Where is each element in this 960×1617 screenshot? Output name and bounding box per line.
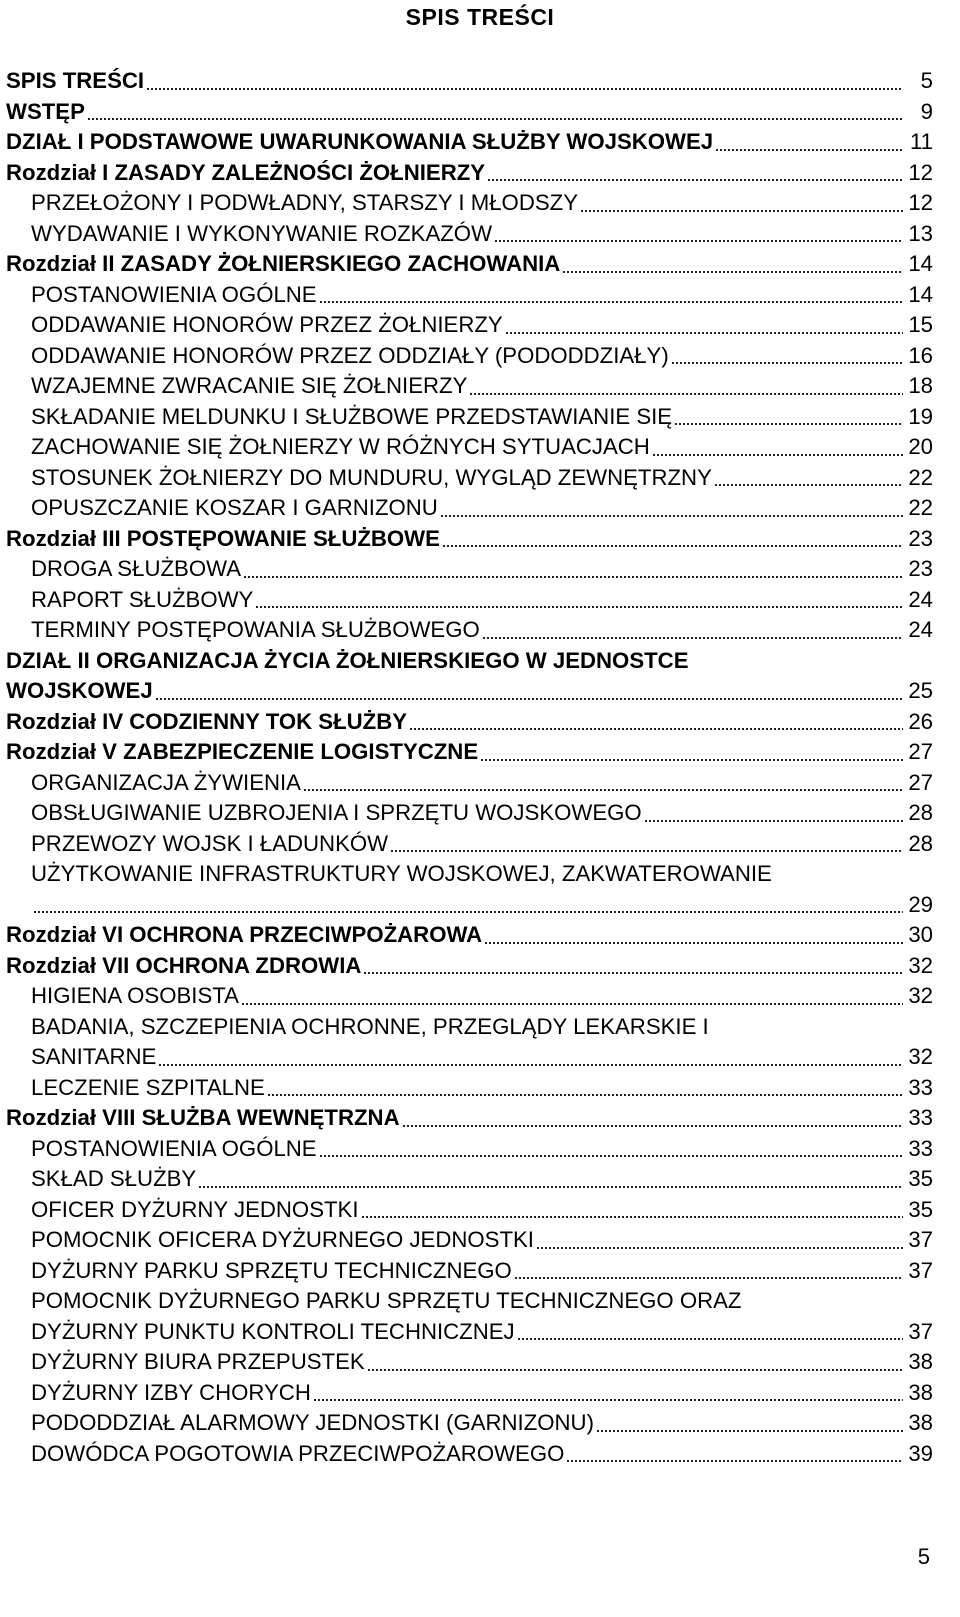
dot-leader (363, 972, 903, 974)
toc-entry[interactable] (6, 1408, 933, 1439)
toc-entry[interactable] (6, 188, 933, 219)
toc-entry-label: Rozdział I ZASADY ZALEŻNOŚCI ŻOŁNIERZY (6, 159, 486, 185)
toc-entry-label: SPIS TREŚCI (6, 68, 145, 93)
dot-leader (536, 1247, 903, 1249)
toc-entry-page: 32 (908, 952, 933, 978)
toc-entry[interactable] (6, 1042, 933, 1073)
toc-entry-page: 11 (909, 129, 933, 154)
toc-entry-label: TERMINY POSTĘPOWANIA SŁUŻBOWEGO (31, 617, 480, 642)
toc-entry-page: 24 (908, 617, 933, 642)
toc-entry-label: LECZENIE SZPITALNE (31, 1074, 265, 1100)
toc-entry-page: 30 (908, 922, 933, 947)
toc-entry-label: Rozdział V ZABEZPIECZENIE LOGISTYCZNE (6, 739, 479, 764)
toc-entry-label: RAPORT SŁUŻBOWY (31, 586, 254, 612)
toc-entry-label: POMOCNIK OFICERA DYŻURNEGO JEDNOSTKI (31, 1227, 534, 1252)
toc-entry-page: 12 (908, 190, 933, 215)
toc-entry[interactable] (6, 524, 933, 555)
toc-entry[interactable] (6, 1195, 933, 1226)
toc-entry-page: 38 (908, 1349, 933, 1374)
toc-entry[interactable] (6, 920, 933, 951)
toc-entry[interactable] (6, 280, 933, 311)
dot-leader (482, 637, 903, 639)
toc-entry-page: 24 (908, 586, 933, 612)
toc-entry[interactable] (6, 1439, 933, 1470)
toc-entry-label: WSTĘP (6, 98, 85, 124)
toc-entry[interactable] (6, 615, 933, 646)
toc-entry[interactable] (6, 493, 933, 524)
toc-entry-page: 27 (908, 739, 933, 764)
toc-entry-label: OPUSZCZANIE KOSZAR I GARNIZONU (31, 495, 438, 520)
toc-entry[interactable] (6, 463, 933, 494)
toc-entry-page: 23 (908, 556, 933, 581)
dot-leader (562, 271, 903, 273)
toc-entry[interactable] (6, 798, 933, 829)
toc-entry-label: SANITARNE (31, 1044, 157, 1069)
dot-leader (409, 728, 903, 730)
toc-entry[interactable] (6, 1317, 933, 1348)
toc-entry-page: 22 (908, 464, 933, 490)
dot-leader (480, 759, 903, 761)
toc-entry-page: 33 (908, 1105, 933, 1130)
toc-entry-page: 14 (908, 281, 933, 307)
toc-entry[interactable] (6, 737, 933, 768)
toc-entry[interactable] (6, 1164, 933, 1195)
dot-leader (313, 1399, 903, 1401)
dot-leader (303, 789, 903, 791)
dot-leader (517, 1338, 903, 1340)
toc-entry-page: 29 (908, 891, 933, 917)
toc-entry-label: OBSŁUGIWANIE UZBROJENIA I SPRZĘTU WOJSKOWEGO (31, 800, 642, 825)
toc-entry[interactable] (6, 1103, 933, 1134)
toc-entry-label[interactable]: DZIAŁ II ORGANIZACJA ŻYCIA ŻOŁNIERSKIEGO W JEDNOSTCE (6, 647, 689, 673)
toc-entry[interactable] (6, 676, 933, 707)
dot-leader (487, 179, 903, 181)
toc-entry-label: Rozdział III POSTĘPOWANIE SŁUŻBOWE (6, 525, 440, 551)
toc-entry-page: 14 (908, 251, 933, 276)
toc-entry-page: 16 (908, 342, 933, 368)
toc-entry-page: 38 (908, 1379, 933, 1405)
page-title: SPIS TREŚCI (405, 4, 555, 30)
dot-leader (319, 1155, 903, 1157)
toc-entry-label: ODDAWANIE HONORÓW PRZEZ ŻOŁNIERZY (31, 312, 503, 337)
toc-entry-label: DYŻURNY PUNKTU KONTROLI TECHNICZNEJ (31, 1318, 515, 1344)
toc-entry-page: 38 (908, 1410, 933, 1435)
toc-entry-label: OFICER DYŻURNY JEDNOSTKI (31, 1196, 359, 1222)
toc-entry-page: 33 (908, 1074, 933, 1100)
dot-leader (319, 301, 903, 303)
toc-entry[interactable] (6, 158, 933, 189)
dot-leader (469, 393, 903, 395)
dot-leader (714, 484, 903, 486)
dot-leader (715, 149, 903, 151)
toc-entry[interactable] (6, 951, 933, 982)
toc-entry[interactable] (6, 402, 933, 433)
dot-leader (402, 1125, 903, 1127)
toc-entry-page: 37 (908, 1257, 933, 1283)
toc-entry[interactable] (6, 707, 933, 738)
dot-leader (674, 423, 903, 425)
toc-entry[interactable] (6, 829, 933, 860)
toc-entry[interactable] (6, 890, 933, 921)
toc-entry[interactable] (6, 310, 933, 341)
toc-entry-page: 39 (908, 1440, 933, 1466)
toc-entry-label: WZAJEMNE ZWRACANIE SIĘ ŻOŁNIERZY (31, 373, 468, 398)
dot-leader (241, 1003, 903, 1005)
toc-entry-page: 37 (908, 1227, 933, 1252)
toc-entry-page: 35 (908, 1196, 933, 1222)
toc-entry-label[interactable]: BADANIA, SZCZEPIENIA OCHRONNE, PRZEGLĄDY LEKARSKIE I (31, 1013, 709, 1039)
toc-entry-label: Rozdział VIII SŁUŻBA WEWNĘTRZNA (6, 1105, 400, 1130)
toc-entry-label: DOWÓDCA POGOTOWIA PRZECIWPOŻAROWEGO (31, 1440, 565, 1466)
dot-leader (514, 1277, 903, 1279)
page-number: 5 (917, 1544, 930, 1569)
toc-entry[interactable] (6, 585, 933, 616)
dot-leader (146, 88, 903, 90)
toc-entry[interactable] (6, 768, 933, 799)
toc-entry-label: HIGIENA OSOBISTA (31, 983, 239, 1008)
dot-leader (267, 1094, 903, 1096)
toc-entry-label: Rozdział IV CODZIENNY TOK SŁUŻBY (6, 708, 408, 734)
toc-entry-label: WYDAWANIE I WYKONYWANIE ROZKAZÓW (31, 220, 493, 246)
dot-leader (440, 515, 903, 517)
dot-leader (155, 698, 903, 700)
toc-entry[interactable] (6, 1347, 933, 1378)
toc-entry-page: 28 (908, 800, 933, 825)
toc-entry-label: Rozdział VI OCHRONA PRZECIWPOŻAROWA (6, 922, 483, 947)
dot-leader (484, 942, 903, 944)
dot-leader (158, 1064, 903, 1066)
toc-entry-page: 22 (908, 495, 933, 520)
toc-entry-label: SKŁADANIE MELDUNKU I SŁUŻBOWE PRZEDSTAWIANIE SIĘ (31, 403, 673, 429)
toc-entry-page: 25 (908, 678, 933, 703)
table-of-contents (6, 66, 933, 1469)
toc-entry-page: 32 (908, 983, 933, 1008)
toc-entry-page: 19 (908, 403, 933, 429)
toc-entry-page: 27 (908, 769, 933, 795)
toc-entry-label: DROGA SŁUŻBOWA (31, 556, 241, 581)
toc-entry[interactable] (6, 1256, 933, 1287)
toc-entry[interactable] (6, 249, 933, 280)
dot-leader (505, 332, 903, 334)
toc-entry-label: DYŻURNY PARKU SPRZĘTU TECHNICZNEGO (31, 1257, 512, 1283)
toc-entry[interactable] (6, 981, 933, 1012)
toc-entry-page: 28 (908, 830, 933, 856)
toc-entry-label: WOJSKOWEJ (6, 678, 153, 703)
toc-entry-label: PODODDZIAŁ ALARMOWY JEDNOSTKI (GARNIZONU) (31, 1410, 594, 1435)
toc-entry-page: 37 (908, 1318, 933, 1344)
toc-entry-page: 20 (908, 434, 933, 459)
toc-entry-page: 9 (920, 98, 933, 124)
toc-entry-label: DYŻURNY IZBY CHORYCH (31, 1379, 311, 1405)
toc-entry[interactable] (6, 1134, 933, 1165)
toc-entry[interactable] (6, 1378, 933, 1409)
toc-entry[interactable] (6, 432, 933, 463)
toc-entry[interactable] (6, 371, 933, 402)
dot-leader (367, 1369, 903, 1371)
toc-entry-label: PRZEŁOŻONY I PODWŁADNY, STARSZY I MŁODSZY (31, 190, 578, 215)
toc-entry-label: ODDAWANIE HONORÓW PRZEZ ODDZIAŁY (PODODDZIAŁY) (31, 342, 669, 368)
toc-entry-page: 12 (908, 159, 933, 185)
dot-leader (198, 1186, 903, 1188)
toc-entry-page: 32 (908, 1044, 933, 1069)
dot-leader (596, 1430, 903, 1432)
toc-entry-page: 5 (920, 68, 933, 93)
toc-entry[interactable] (6, 341, 933, 372)
toc-entry-label: ORGANIZACJA ŻYWIENIA (31, 769, 301, 795)
toc-entry[interactable] (6, 219, 933, 250)
toc-entry-label: Rozdział II ZASADY ŻOŁNIERSKIEGO ZACHOWANIA (6, 251, 561, 276)
dot-leader (566, 1460, 903, 1462)
toc-entry-label: POSTANOWIENIA OGÓLNE (31, 281, 317, 307)
toc-entry-page: 18 (908, 373, 933, 398)
toc-entry-label: DYŻURNY BIURA PRZEPUSTEK (31, 1349, 365, 1374)
toc-entry-page: 13 (908, 220, 933, 246)
toc-entry-label: SKŁAD SŁUŻBY (31, 1166, 197, 1191)
toc-entry[interactable] (6, 127, 933, 158)
toc-entry[interactable] (6, 66, 933, 97)
dot-leader (361, 1216, 903, 1218)
toc-entry-page: 33 (908, 1135, 933, 1161)
toc-entry-page: 23 (908, 525, 933, 551)
dot-leader (390, 850, 903, 852)
dot-leader (580, 210, 903, 212)
toc-entry-label: ZACHOWANIE SIĘ ŻOŁNIERZY W RÓŻNYCH SYTUACJACH (31, 434, 650, 459)
toc-entry-label: PRZEWOZY WOJSK I ŁADUNKÓW (31, 830, 389, 856)
dot-leader (243, 576, 903, 578)
toc-entry-page: 35 (908, 1166, 933, 1191)
toc-entry-page: 15 (908, 312, 933, 337)
toc-entry[interactable] (6, 97, 933, 128)
toc-entry-label: POSTANOWIENIA OGÓLNE (31, 1135, 317, 1161)
dot-leader (442, 545, 903, 547)
toc-entry-label: Rozdział VII OCHRONA ZDROWIA (6, 952, 362, 978)
dot-leader (255, 606, 903, 608)
toc-entry[interactable] (6, 1073, 933, 1104)
toc-entry-label[interactable]: UŻYTKOWANIE INFRASTRUKTURY WOJSKOWEJ, ZAKWATEROWANIE (31, 861, 772, 886)
dot-leader (87, 118, 903, 120)
toc-entry-label: STOSUNEK ŻOŁNIERZY DO MUNDURU, WYGLĄD ZEWNĘTRZNY (31, 464, 712, 490)
toc-entry-label[interactable]: POMOCNIK DYŻURNEGO PARKU SPRZĘTU TECHNICZNEGO ORAZ (31, 1288, 742, 1313)
dot-leader (494, 240, 903, 242)
dot-leader (652, 454, 903, 456)
toc-entry[interactable] (6, 554, 933, 585)
dot-leader (644, 820, 903, 822)
toc-entry[interactable] (6, 1225, 933, 1256)
dot-leader (671, 362, 903, 364)
dot-leader (33, 911, 903, 913)
toc-entry-page: 26 (908, 708, 933, 734)
toc-entry-label: DZIAŁ I PODSTAWOWE UWARUNKOWANIA SŁUŻBY WOJSKOWEJ (6, 129, 714, 154)
